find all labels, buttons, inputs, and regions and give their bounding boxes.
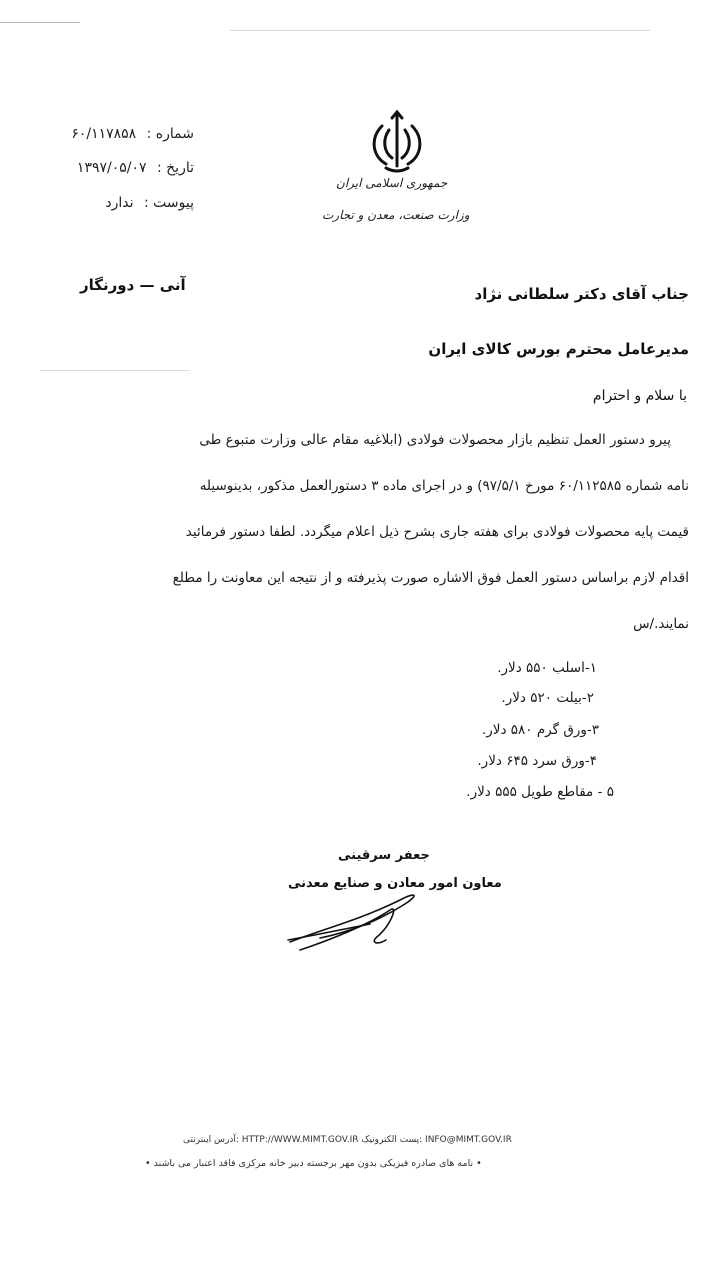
body-line: نمایند./س xyxy=(633,616,689,632)
addressee-title: مدیرعامل محترم بورس کالای ایران xyxy=(428,340,689,358)
emblem-line-2: وزارت صنعت، معدن و تجارت xyxy=(322,208,470,222)
handwritten-signature-icon xyxy=(280,880,430,955)
letter-date-label: تاریخ : xyxy=(156,160,194,176)
signer-name: جعفر سرقینی xyxy=(338,848,430,863)
addressee-name: جناب آقای دکتر سلطانی نژاد xyxy=(474,285,689,303)
price-item: ۳-ورق گرم ۵۸۰ دلار. xyxy=(481,722,599,738)
letter-date xyxy=(77,160,194,176)
price-item: ۴-ورق سرد ۶۴۵ دلار. xyxy=(477,753,597,769)
price-item: ۱-اسلب ۵۵۰ دلار. xyxy=(497,660,597,676)
body-line: نامه شماره ۶۰/۱۱۲۵۸۵ مورخ ۹۷/۵/۱) و در اجرای ماده ۳ دستورالعمل مذکور، بدینوسیله xyxy=(199,478,689,494)
emblem-line-1: جمهوری اسلامی ایران xyxy=(336,176,448,190)
scan-noise xyxy=(40,370,190,371)
letter-attachment-label: پیوست : xyxy=(144,195,194,211)
body-line: اقدام لازم براساس دستور العمل فوق الاشاره صورت پذیرفته و از نتیجه این معاونت را مطلع xyxy=(172,570,689,586)
body-line: پیرو دستور العمل تنظیم بازار محصولات فولادی (ابلاغیه مقام عالی وزارت متبوع طی xyxy=(199,432,671,448)
footer-contact: INFO@MIMT.GOV.IR :پست الکترونیک HTTP://WWW.MIMT.GOV.IR :آدرس اینترنتی xyxy=(183,1135,512,1145)
price-item: ۲-بیلت ۵۲۰ دلار. xyxy=(501,690,594,706)
price-item: ۵ - مقاطع طویل ۵۵۵ دلار. xyxy=(466,784,614,800)
scan-noise xyxy=(0,22,80,23)
letter-attachment-value: ندارد xyxy=(105,195,134,211)
letter-number xyxy=(71,126,194,142)
footer-disclaimer: • نامه های صادره فیزیکی بدون مهر برجسته دبیر خانه مرکزی فاقد اعتبار می باشند • xyxy=(145,1158,482,1169)
iran-emblem-icon xyxy=(362,108,432,178)
body-line: قیمت پایه محصولات فولادی برای هفته جاری بشرح ذیل اعلام میگردد. لطفا دستور فرمائید xyxy=(185,524,689,540)
letter-number-value: ۶۰/۱۱۷۸۵۸ xyxy=(71,126,137,142)
scan-noise xyxy=(230,30,650,31)
signer-title: معاون امور معادن و صنایع معدنی xyxy=(288,876,502,891)
letter-number-label: شماره : xyxy=(146,126,194,142)
letter-attachment xyxy=(105,195,194,211)
greeting: با سلام و احترام xyxy=(592,388,687,404)
urgency-label: آنی — دورنگار xyxy=(80,276,186,294)
letter-date-value: ۱۳۹۷/۰۵/۰۷ xyxy=(76,160,147,176)
